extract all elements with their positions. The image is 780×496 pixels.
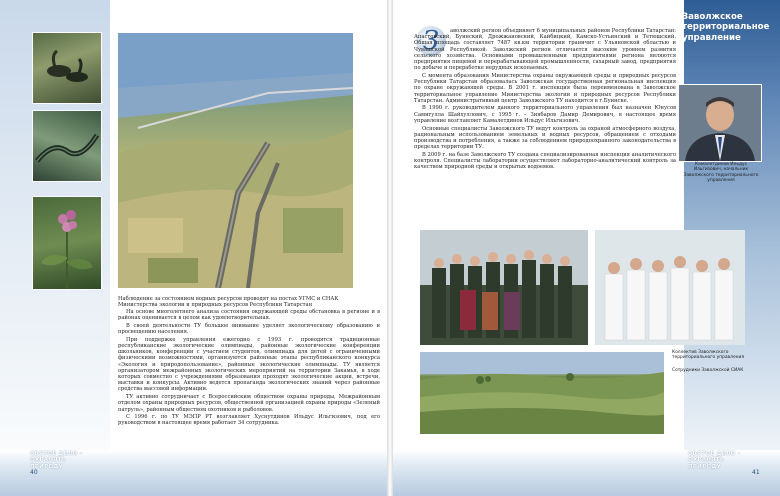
left-footer-slogan: СВЯТОЕ ДЕЛО – ОХРАНЯТЬ ПРИРОДУ	[30, 450, 83, 470]
landscape-field-photo	[420, 352, 664, 434]
right-footer-slogan: СВЯТОЕ ДЕЛО – ОХРАНЯТЬ ПРИРОДУ	[688, 450, 741, 470]
left-paragraph: В своей деятельности ТУ большое внимание уделяет экологическому образованию и просвещению населения.	[118, 322, 380, 336]
lab-staff-photo	[595, 230, 745, 345]
aerial-photo-caption: Наблюдение за состоянием водных ресурсов проводят на постах УГМС и СНАК Министерства экологии и природных ресурсов Республики Татарстан	[118, 296, 339, 309]
staff-photo-caption: Коллектив Заволжского территориального управления	[672, 350, 745, 361]
left-body-text	[118, 309, 380, 428]
photo-birds	[32, 32, 102, 104]
left-paragraph: На основе многолетнего анализа состояния окружающей среды обстановка в регионе и в районах оценивается в целом как удовлетворительная.	[118, 309, 380, 322]
right-paragraph: В 1990 г. руководителем данного территориального управления был назначен Юнусов Самигулла Шайхуллович, с 1995 г. – Зиябаров Дамир Демирович, в настоящее время управление возглавляет Камалетдинов Ильдус Ильгизович.	[414, 105, 676, 124]
right-page-number: 41	[752, 469, 760, 476]
right-page	[390, 0, 780, 496]
right-paragraph: Основные специалисты Заволжского ТУ ведут контроль за охраной атмосферного воздуха, рациональным использованием земельных и водных ресурсов, обращением с отходами производства и потребления, а также за соблюдением природоохранного законодательства в пределах территории ТУ.	[414, 125, 676, 151]
right-paragraph: С момента образования Министерства охраны окружающей среды и природных ресурсов Республики Татарстан образовалась Заволжская государственная региональная инспекция по охране окружающей среды. В 2001 г. инспекция была переименована в Заволжское территориальное управление Министерства экологии и природных ресурсов Республики Татарстан. Административный центр Заволжского ТУ находится в г.Буинске.	[414, 72, 676, 104]
section-title: Заволжское территориальное управление	[682, 12, 770, 43]
left-paragraph: При поддержке управления ежегодно с 1993 г. проводятся традиционные республиканские экологические олимпиады, районные экологические конференции школьников, конференции с участием студентов, олимпиада для детей с ограниченными физическими возможностями, организуются районные этапы республиканского конкурса «Экология и природопользование», районные экологические олимпиады. ТУ является организатором межрайонных экологических мероприятий на территории Закамья, в ходе которых совместно с учреждениями образования проходят экологические акции, встречи, выставки и конкурсы. Активно ведется пропаганда экологических знаний через районные средства массовой информации.	[118, 336, 380, 393]
photo-snake	[32, 110, 102, 182]
staff-group-photo	[420, 230, 588, 345]
right-paragraph: В 2009 г. на базе Заволжского ТУ создана специализированная инспекция аналитического контроля. Специалисты лаборатории осуществляют лабораторно-аналитический контроль за качеством природной среды и открытых водоемов.	[414, 151, 676, 171]
spread-gutter	[387, 0, 393, 496]
right-body-text	[414, 28, 676, 172]
aerial-photo-bridge	[118, 33, 353, 288]
left-page-number: 40	[30, 469, 38, 476]
portrait-photo	[678, 84, 762, 162]
right-paragraph: аволжский регион объединяет 6 муниципальных районов Республики Татарстан: Апастовский, Буинский, Дрожжановский, Кайбицкий, Камско-Устьинский и Тетюшский. Общая площадь составляет 7487 кв.км территории граничит с Ульяновской областью и Чувашской Республикой. Заволжский регион отличается высоким уровнем развития сельского хозяйства. Основными промышленными предприятиями региона являются предприятия пищевой и перерабатывающей промышленности, сахарный завод, предприятия по добыче и переработке нерудных ископаемых.	[414, 28, 676, 72]
photo-flower	[32, 196, 102, 290]
left-paragraph: ТУ активно сотрудничает с Всероссийским обществом охраны природы, Межрайонным отделом охраны природных ресурсов, общественной организацией охраны природы «Зеленый патруль», районным обществом охотников и рыболовов.	[118, 394, 380, 413]
left-paragraph: С 1996 г. по ТУ МЭПР РТ возглавляет Хуснутдинов Ильдус Ильгизович, под его руководством в настоящее время работает 34 сотрудника.	[118, 414, 380, 427]
dropcap-letter: З	[416, 26, 446, 56]
lab-photo-caption: Сотрудники Заволжской СИАК	[672, 368, 744, 373]
portrait-caption: Камалетдинов Ильдус Ильгизович, начальник Заволжского территориального управления	[683, 162, 759, 184]
